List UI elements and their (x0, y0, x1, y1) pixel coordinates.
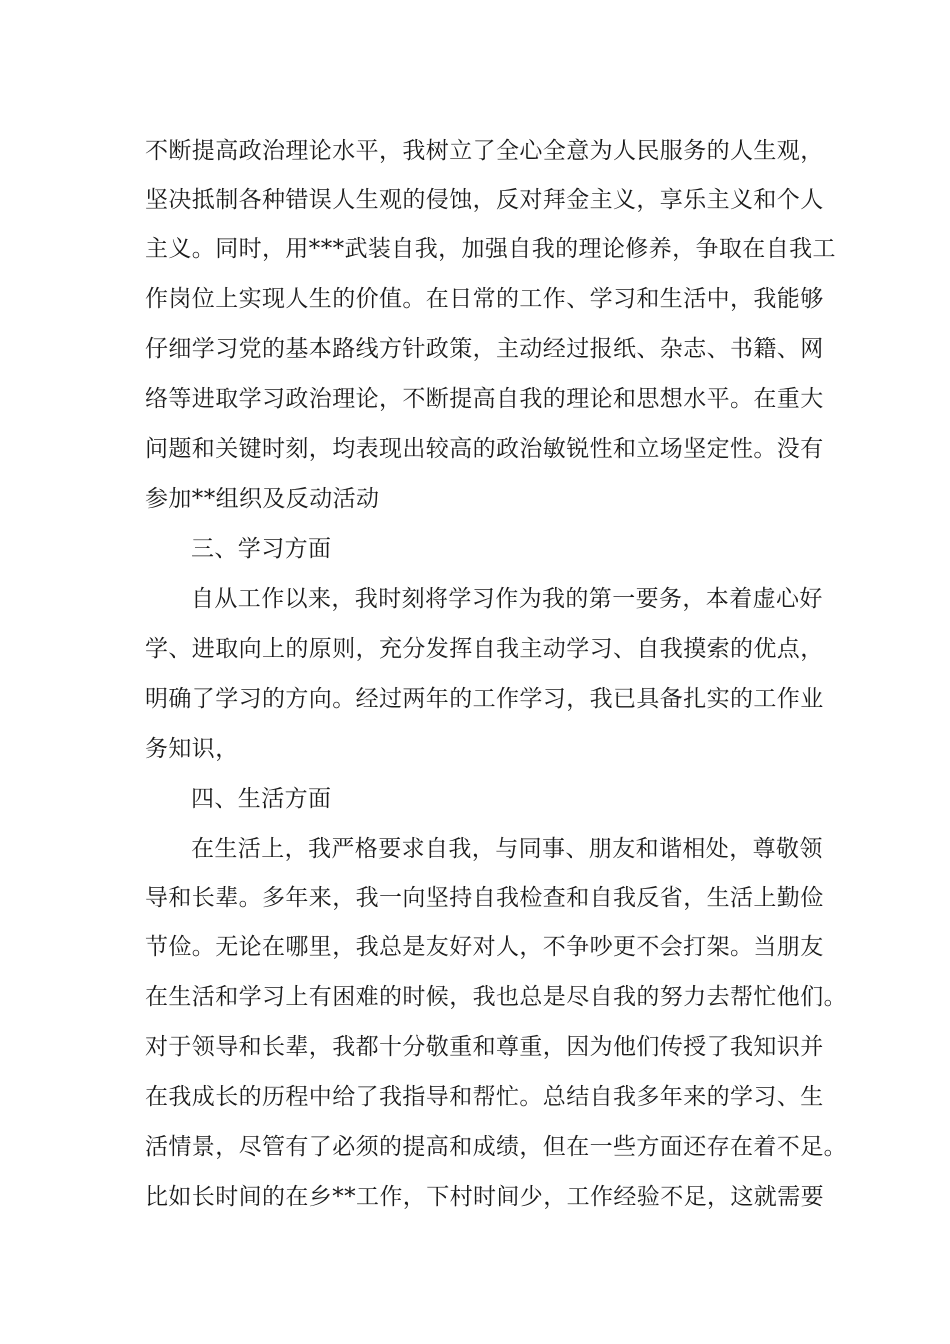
body-text-line: 对于领导和长辈，我都十分敬重和尊重，因为他们传授了我知识并 (145, 1034, 824, 1060)
body-text-line: 不断提高政治理论水平，我树立了全心全意为人民服务的人生观， (145, 138, 824, 164)
body-text-line: 比如长时间的在乡**工作，下村时间少，工作经验不足，这就需要 (145, 1184, 824, 1210)
body-text-line: 自从工作以来，我时刻将学习作为我的第一要务，本着虚心好 (191, 586, 823, 612)
body-text-line: 仔细学习党的基本路线方针政策，主动经过报纸、杂志、书籍、网 (145, 336, 824, 362)
section-heading-life: 四、生活方面 (191, 786, 332, 812)
body-text-line: 导和长辈。多年来，我一向坚持自我检查和自我反省，生活上勤俭 (145, 885, 824, 911)
body-text-line: 活情景，尽管有了必须的提高和成绩，但在一些方面还存在着不足。 (145, 1134, 847, 1160)
body-text-line: 在我成长的历程中给了我指导和帮忙。总结自我多年来的学习、生 (145, 1084, 824, 1110)
section-heading-study: 三、学习方面 (191, 536, 332, 562)
body-text-line: 坚决抵制各种错误人生观的侵蚀，反对拜金主义，享乐主义和个人 (145, 187, 824, 213)
body-text-line: 学、进取向上的原则，充分发挥自我主动学习、自我摸索的优点， (145, 636, 824, 662)
body-text-line: 节俭。无论在哪里，我总是友好对人，不争吵更不会打架。当朋友 (145, 934, 824, 960)
body-text-line: 主义。同时，用***武装自我，加强自我的理论修养，争取在自我工 (145, 236, 836, 262)
body-text-line: 务知识， (145, 736, 239, 762)
body-text-line: 在生活上，我严格要求自我，与同事、朋友和谐相处，尊敬领 (191, 836, 823, 862)
body-text-line: 参加**组织及反动活动 (145, 486, 380, 512)
body-text-line: 在生活和学习上有困难的时候，我也总是尽自我的努力去帮忙他们。 (145, 984, 847, 1010)
body-text-line: 问题和关键时刻，均表现出较高的政治敏锐性和立场坚定性。没有 (145, 436, 824, 462)
body-text-line: 络等进取学习政治理论，不断提高自我的理论和思想水平。在重大 (145, 386, 824, 412)
body-text-line: 明确了学习的方向。经过两年的工作学习，我已具备扎实的工作业 (145, 686, 824, 712)
body-text-line: 作岗位上实现人生的价值。在日常的工作、学习和生活中，我能够 (145, 286, 824, 312)
